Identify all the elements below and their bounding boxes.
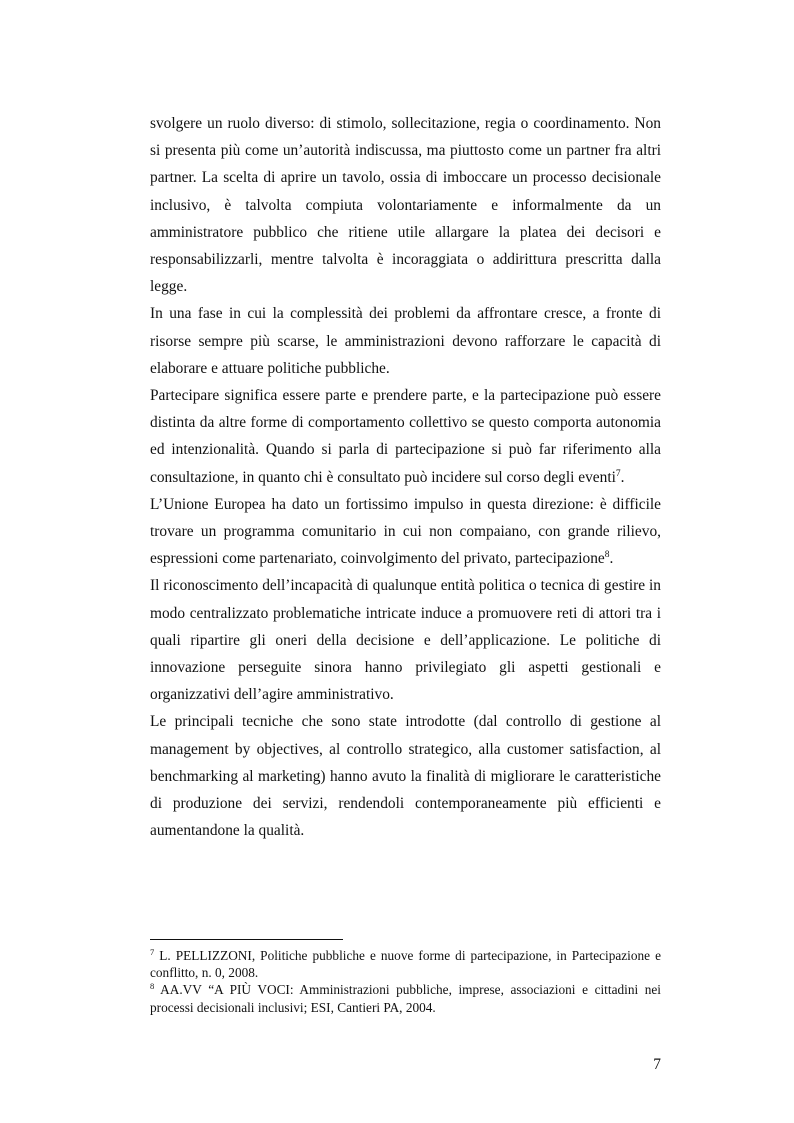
footnotes (150, 947, 661, 1016)
paragraph-2-text: In una fase in cui la complessità dei problemi da affrontare cresce, a fronte di risorse sempre più scarse, le amministrazioni devono rafforzare le capacità di elaborare e attuare politiche pubbliche. (150, 305, 661, 377)
footnote-7 (150, 947, 661, 981)
paragraph-4-text: L’Unione Europea ha dato un fortissimo impulso in questa direzione: è difficile trovare un programma comunitario in cui non compaiano, con grande rilievo, espressioni come partenariato, coinvolgimento del privato, partecipazione (150, 495, 661, 568)
paragraph-6 (150, 708, 661, 844)
paragraph-6-text: Le principali tecniche che sono state introdotte (dal controllo di gestione al management by objectives, al controllo strategico, alla customer satisfaction, al benchmarking al marketing) hanno avuto la finalità di migliorare le caratteristiche di produzione dei servizi, rendendoli contemporaneamente più efficienti e aumentandone la qualità. (150, 713, 661, 840)
paragraph-3 (150, 382, 661, 491)
footnote-8-text: AA.VV “A PIÙ VOCI: Amministrazioni pubbliche, imprese, associazioni e cittadini nei processi decisionali inclusivi; ESI, Cantieri PA, 2004. (150, 982, 661, 1015)
paragraph-2 (150, 300, 661, 382)
footnote-8 (150, 981, 661, 1015)
footnote-number-7: 7 (150, 947, 155, 957)
page-number: 7 (653, 1056, 661, 1073)
footnote-ref-8: 8 (604, 550, 610, 561)
paragraph-5-text: Il riconoscimento dell’incapacità di qualunque entità politica o tecnica di gestire in modo centralizzato problematiche intricate induce a promuovere reti di attori tra i quali ripartire gli oneri della decisione e dell’applicazione. Le politiche di innovazione perseguite sinora hanno privilegiato gli aspetti gestionali e organizzativi dell’agire amministrativo. (150, 577, 661, 704)
footnote-number-8: 8 (150, 981, 155, 992)
paragraph-4-end: . (609, 550, 614, 568)
body-text (150, 110, 661, 844)
paragraph-3-text: Partecipare significa essere parte e prendere parte, e la partecipazione può essere distinta da altre forme di comportamento collettivo se questo comporta autonomia ed intenzionalità. Quando si parla di partecipazione si può far riferimento alla consultazione, in quanto chi è consultato può incidere sul corso degli eventi (150, 387, 661, 486)
paragraph-5 (150, 572, 661, 708)
footnote-divider (150, 939, 343, 940)
footnote-ref-7: 7 (615, 468, 621, 479)
paragraph-4 (150, 491, 661, 573)
footnote-7-text: L. PELLIZZONI, Politiche pubbliche e nuove forme di partecipazione, in Partecipazione e conflitto, n. 0, 2008. (150, 948, 661, 981)
paragraph-1 (150, 110, 661, 300)
paragraph-3-end: . (620, 468, 625, 486)
paragraph-1-text: svolgere un ruolo diverso: di stimolo, sollecitazione, regia o coordinamento. Non si presenta più come un’autorità indiscussa, ma piuttosto come un partner fra altri partner. La scelta di aprire un tavolo, ossia di imboccare un processo decisionale inclusivo, è talvolta compiuta volontariamente e informalmente da un amministratore pubblico che ritiene utile allargare la platea dei decisori e responsabilizzarli, mentre talvolta è incoraggiata o addirittura prescritta dalla legge. (150, 115, 661, 296)
